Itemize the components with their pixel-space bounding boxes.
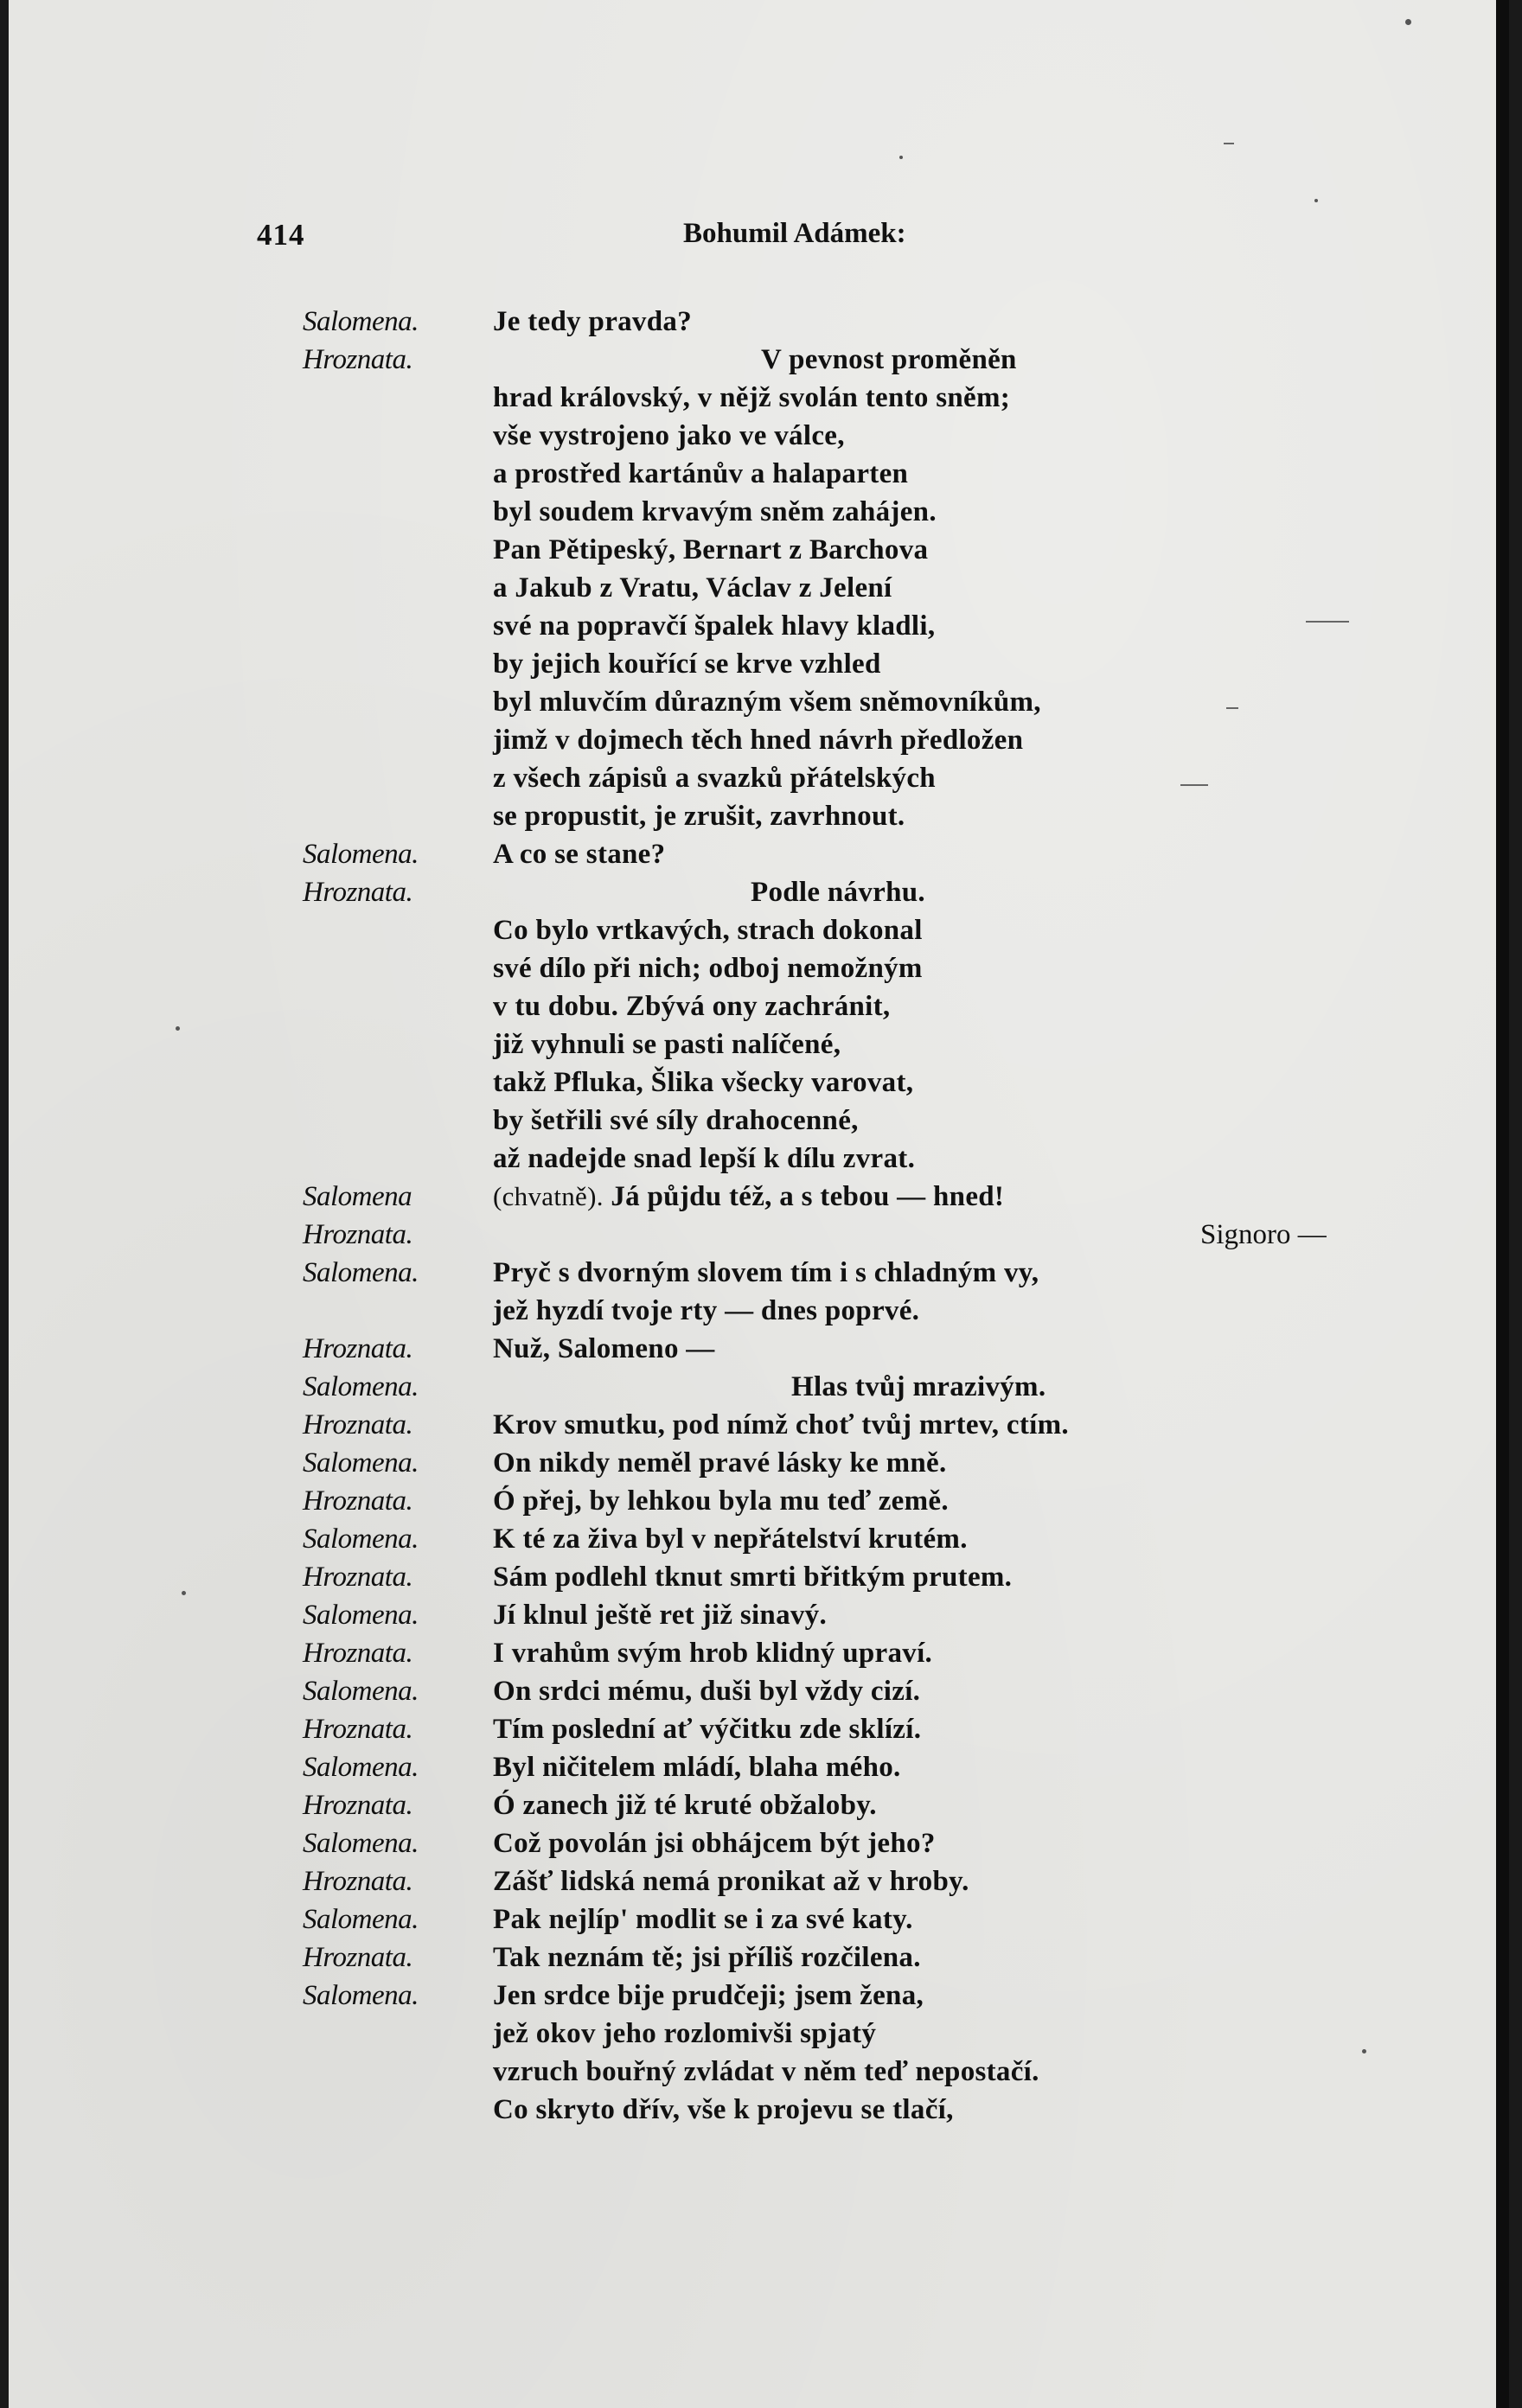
verse-line: své dílo při nich; odboj nemožným [493,953,923,984]
speaker-name: Hroznata. [303,1219,413,1250]
dialogue-line [9,835,1509,873]
verse-line: jež okov jeho rozlomivši spjatý [493,2018,877,2049]
verse-text [493,1786,877,1824]
dialogue-line [9,379,1509,417]
speaker-name: Salomena [303,1181,412,1212]
dialogue-line [9,721,1509,759]
dialogue-line [9,1520,1509,1558]
dialogue-line [9,1406,1509,1444]
verse-text [493,1672,920,1710]
dialogue-line [9,1672,1509,1710]
verse-text [493,835,665,873]
dust-speck [899,156,903,159]
dialogue-line [9,1292,1509,1330]
verse-line: Krov smutku, pod nímž choť tvůj mrtev, ctím. [493,1409,1069,1440]
dialogue-line [9,949,1509,987]
verse-line: Co skryto dřív, vše k projevu se tlačí, [493,2094,954,2125]
verse-text [493,1748,901,1786]
dialogue-line [9,645,1509,683]
verse-line: Pak nejlíp' modlit se i za své katy. [493,1904,913,1935]
speaker-name: Hroznata. [303,1790,413,1821]
verse-line: vzruch bouřný zvládat v něm teď nepostačí. [493,2056,1039,2087]
dialogue-line [9,1254,1509,1292]
verse-line: On srdci mému, duši byl vždy cizí. [493,1676,921,1707]
dialogue-line [9,1748,1509,1786]
verse-line: své na popravčí špalek hlavy kladli, [493,610,936,642]
verse-text [493,683,1041,721]
speaker-name: Hroznata. [303,1866,413,1897]
dialogue-line [9,1025,1509,1063]
verse-line: Což povolán jsi obhájcem být jeho? [493,1828,936,1859]
dialogue-line [9,1444,1509,1482]
verse-line: Tím poslední ať výčitku zde sklízí. [493,1714,922,1745]
verse-text [493,1977,924,2015]
verse-text [493,987,890,1025]
verse-text [493,1824,936,1862]
speaker-name: Salomena. [303,1676,419,1707]
dialogue-line [9,1634,1509,1672]
verse-line: byl soudem krvavým sněm zahájen. [493,496,937,527]
verse-line: byl mluvčím důrazným všem sněmovníkům, [493,687,1041,718]
verse-text [493,1520,968,1558]
verse-line: I vrahům svým hrob klidný upraví. [493,1638,933,1669]
dialogue-line [9,2015,1509,2053]
verse-text [493,1596,827,1634]
dialogue-line [9,911,1509,949]
speaker-name: Salomena. [303,839,419,870]
verse-text [493,797,905,835]
verse-line: jimž v dojmech těch hned návrh předložen [493,725,1024,756]
verse-line: se propustit, je zrušit, zavrhnout. [493,801,905,832]
dialogue-line [9,303,1509,341]
verse-text [493,1444,947,1482]
verse-text [493,455,908,493]
dialogue-text [9,303,1509,2129]
verse-text [493,1900,913,1939]
verse-line: Je tedy pravda? [493,306,692,337]
verse-text [493,1025,841,1063]
dialogue-line [9,2053,1509,2091]
dialogue-line [9,683,1509,721]
dialogue-line [9,1102,1509,1140]
speaker-name: Hroznata. [303,877,413,908]
verse-text [493,759,936,797]
speaker-name: Salomena. [303,1257,419,1288]
speaker-name: Hroznata. [303,1714,413,1745]
verse-line: vše vystrojeno jako ve válce, [493,420,845,451]
verse-text [493,1710,921,1748]
book-page [9,0,1509,2408]
dialogue-line [9,1558,1509,1596]
verse-text [493,2015,876,2053]
dialogue-line [9,1596,1509,1634]
dust-speck [1405,19,1411,25]
speaker-name: Salomena. [303,1980,419,2011]
verse-line: Pan Pětipeský, Bernart z Barchova [493,534,929,565]
dialogue-line [9,987,1509,1025]
dialogue-line [9,1368,1509,1406]
dialogue-line [9,1063,1509,1102]
dialogue-line [9,417,1509,455]
verse-text [493,1063,913,1102]
verse-text [493,531,928,569]
speaker-name: Salomena. [303,1828,419,1859]
speaker-name: Hroznata. [303,1638,413,1669]
verse-text [493,1558,1012,1596]
speaker-name: Salomena. [303,1371,419,1402]
verse-line: Podle návrhu. [751,877,925,908]
verse-line: Jen srdce bije prudčeji; jsem žena, [493,1980,924,2011]
speaker-name: Salomena. [303,1447,419,1479]
dialogue-line [9,341,1509,379]
dialogue-line [9,873,1509,911]
speaker-name: Hroznata. [303,344,413,375]
dialogue-line [9,1824,1509,1862]
dialogue-line [9,1786,1509,1824]
verse-text [761,341,1017,379]
verse-line: A co se stane? [493,839,666,870]
dialogue-line [9,607,1509,645]
dialogue-line [9,1900,1509,1939]
verse-line: On nikdy neměl pravé lásky ke mně. [493,1447,947,1479]
verse-text [493,417,845,455]
verse-line: Byl ničitelem mládí, blaha mého. [493,1752,901,1783]
verse-line: V pevnost proměněn [761,344,1017,375]
page-header [9,218,1509,261]
verse-text [493,1482,949,1520]
verse-text [493,303,692,341]
verse-line: Co bylo vrtkavých, strach dokonal [493,915,923,946]
speaker-name: Hroznata. [303,1485,413,1517]
verse-line: by šetřili své síly drahocenné, [493,1105,859,1136]
verse-text [493,1330,715,1368]
verse-text [493,493,937,531]
verse-line: v tu dobu. Zbývá ony zachránit, [493,991,891,1022]
verse-line: Hlas tvůj mrazivým. [791,1371,1046,1402]
verse-text [493,2053,1039,2091]
speaker-name: Salomena. [303,306,419,337]
dust-speck [1314,199,1318,202]
verse-text [493,949,923,987]
dialogue-line [9,1216,1509,1254]
verse-line: a prostřed kartánův a halaparten [493,458,909,489]
dialogue-line [9,1140,1509,1178]
verse-line: hrad královský, v nějž svolán tento sněm; [493,382,1011,413]
verse-text [791,1368,1046,1406]
verse-line: Já půjdu též, a s tebou — hned! [611,1181,1005,1212]
dialogue-line [9,1939,1509,1977]
verse-text [493,1292,919,1330]
verse-text [493,645,881,683]
verse-line: až nadejde snad lepší k dílu zvrat. [493,1143,916,1174]
dialogue-line [9,569,1509,607]
verse-line: Zášť lidská nemá pronikat až v hroby. [493,1866,969,1897]
verse-line: již vyhnuli se pasti nalíčené, [493,1029,841,1060]
verse-text [751,873,925,911]
verse-line: jež hyzdí tvoje rty — dnes poprvé. [493,1295,920,1326]
dialogue-line [9,1178,1509,1216]
dialogue-line [9,1862,1509,1900]
verse-text [493,379,1010,417]
verse-text [493,1862,969,1900]
speaker-name: Salomena. [303,1523,419,1555]
dialogue-line [9,797,1509,835]
verse-text [493,1406,1069,1444]
verse-text [493,1102,859,1140]
verse-line: Tak neznám tě; jsi příliš rozčilena. [493,1942,921,1973]
speaker-name: Hroznata. [303,1942,413,1973]
verse-line: Pryč s dvorným slovem tím i s chladným vy, [493,1257,1039,1288]
page-number: 414 [257,218,305,252]
dialogue-line [9,493,1509,531]
verse-text [493,721,1023,759]
verse-continuation: Signoro — [1200,1219,1327,1250]
dialogue-line [9,1710,1509,1748]
speaker-name: Hroznata. [303,1409,413,1440]
dialogue-line [9,455,1509,493]
verse-line: Nuž, Salomeno — [493,1333,715,1364]
verse-text [493,607,935,645]
verse-text [493,1178,1004,1216]
verse-line: by jejich kouřící se krve vzhled [493,648,881,680]
dialogue-line [9,1482,1509,1520]
running-head: Bohumil Adámek: [683,218,906,249]
verse-line: Sám podlehl tknut smrti břitkým prutem. [493,1562,1013,1593]
verse-line: a Jakub z Vratu, Václav z Jelení [493,572,892,604]
verse-line: z všech zápisů a svazků přátelských [493,763,936,794]
verse-line: K té za živa byl v nepřátelství krutém. [493,1523,968,1555]
verse-text [493,1939,921,1977]
verse-text [493,1254,1039,1292]
speaker-name: Hroznata. [303,1333,413,1364]
verse-text [493,911,923,949]
verse-line: Ó přej, by lehkou byla mu teď země. [493,1485,949,1517]
verse-text [493,2091,954,2129]
dialogue-line [9,759,1509,797]
verse-text [493,1140,915,1178]
dialogue-line [9,1977,1509,2015]
verse-line: Ó zanech již té kruté obžaloby. [493,1790,877,1821]
verse-text [493,569,892,607]
speaker-name: Salomena. [303,1904,419,1935]
dialogue-line [9,531,1509,569]
dialogue-line [9,1330,1509,1368]
dialogue-line [9,2091,1509,2129]
verse-text [493,1634,932,1672]
verse-line: takž Pfluka, Šlika všecky varovat, [493,1067,914,1098]
verse-line: Jí klnul ještě ret již sinavý. [493,1600,828,1631]
scan-mark [1224,143,1234,144]
stage-direction: (chvatně). [493,1181,604,1211]
speaker-name: Salomena. [303,1600,419,1631]
speaker-name: Salomena. [303,1752,419,1783]
speaker-name: Hroznata. [303,1562,413,1593]
